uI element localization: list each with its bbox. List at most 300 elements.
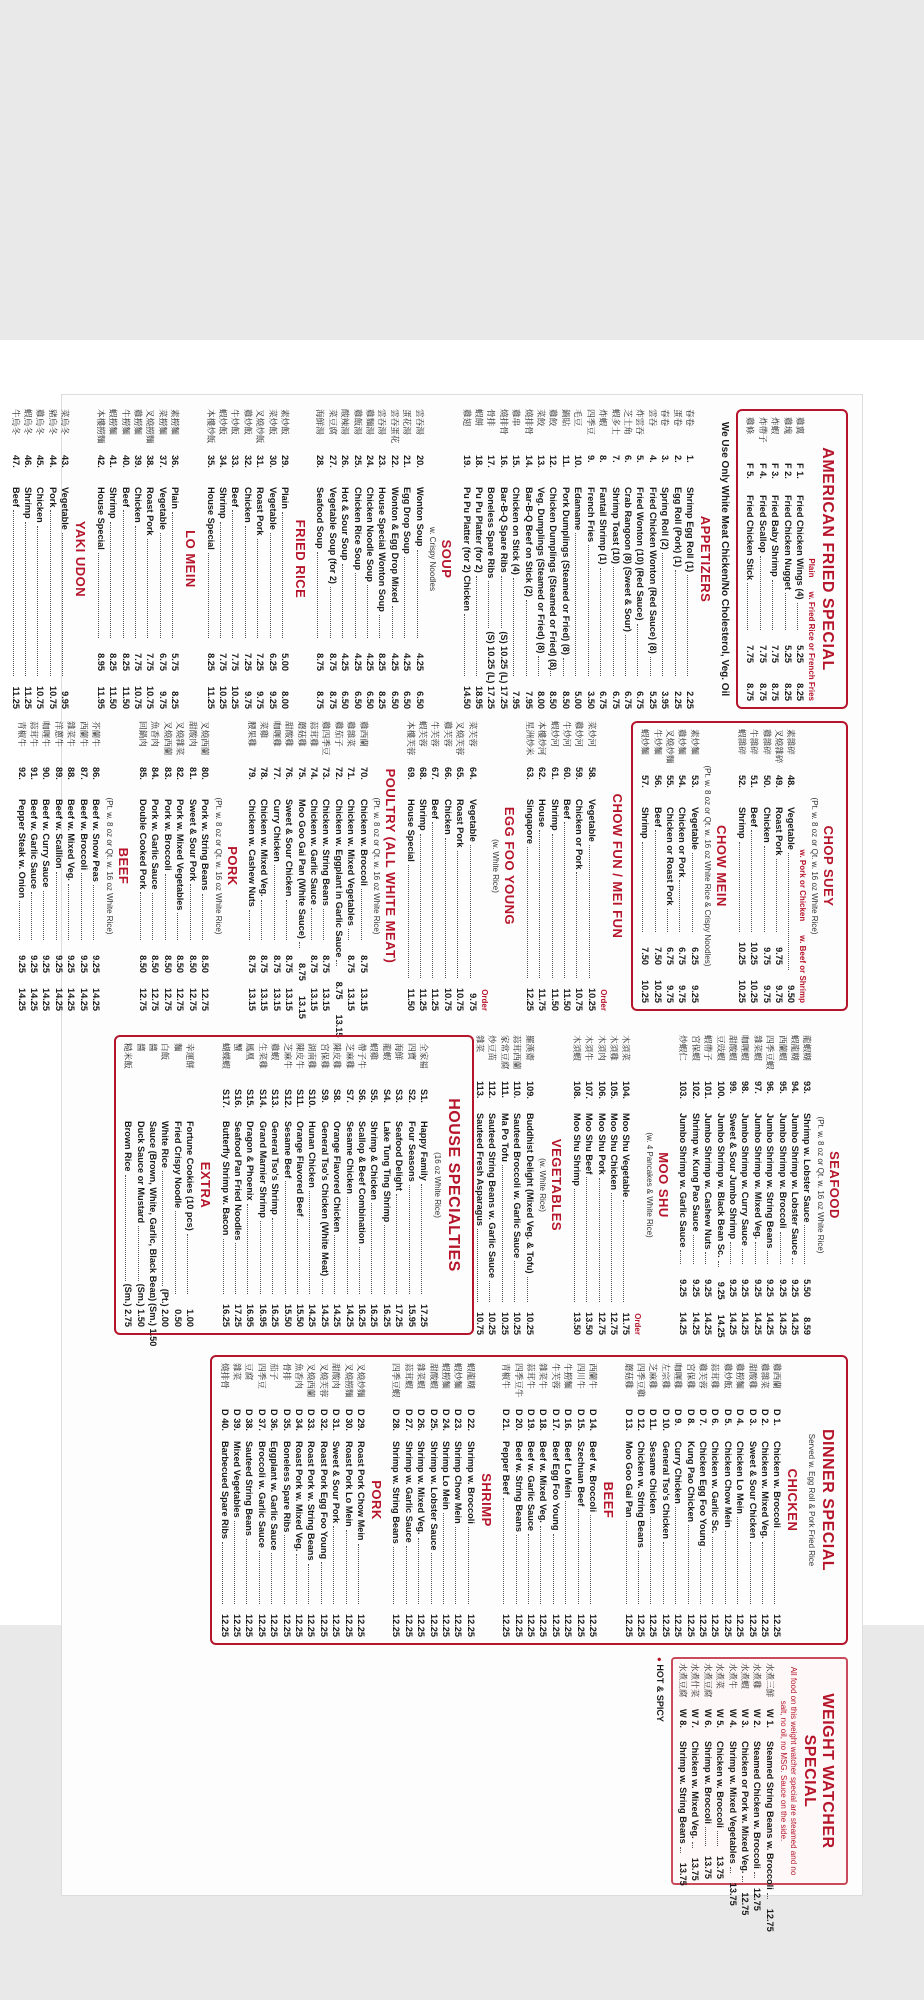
item-number: 8. (598, 455, 609, 463)
item-number: 58. (586, 767, 597, 780)
item-number: 85. (138, 767, 148, 780)
item-name: Pepper Steak w. Onion (16, 799, 27, 899)
item-number: D 29. (356, 1409, 367, 1431)
item-price: 5.00 (280, 653, 290, 671)
dot-leader (140, 892, 149, 940)
item-chinese-name: 叉燒炒飯 (255, 409, 266, 444)
menu-item (735, 729, 747, 1003)
dot-leader (687, 575, 696, 676)
menu-item (769, 417, 781, 701)
item-price: 8.75 (358, 955, 369, 973)
item-chinese-name: 炸帶子 (757, 417, 768, 443)
item-chinese-name: 雲吞 (647, 409, 658, 427)
menu-item (388, 409, 400, 709)
menu-item (573, 721, 585, 1011)
item-price: 11.25 (418, 988, 429, 1011)
dot-leader (563, 658, 572, 676)
item-number: 66. (442, 767, 453, 780)
item-number: 76. (284, 767, 295, 780)
dot-leader (177, 913, 186, 940)
item-name: Shrimp (108, 487, 119, 519)
menu-item (393, 1043, 405, 1327)
item-name: Sauce (Brown, White, Garlic, Black Bean) (147, 1121, 158, 1302)
item-name: Vegetable (586, 799, 597, 842)
dot-leader (730, 1867, 739, 1873)
item-price: 12.25 (550, 1614, 561, 1637)
menu-item (174, 721, 186, 1011)
item-chinese-name: 雞芙蓉 (442, 721, 453, 747)
item-number: 12. (548, 455, 559, 468)
item-price: 8.75 (321, 955, 332, 973)
item-number: F 4. (757, 463, 768, 479)
item-chinese-name: 左宗雞 (660, 1363, 671, 1389)
item-price: 10.25 (487, 1312, 498, 1335)
item-price-large: 12.75 (150, 988, 161, 1011)
item-name: Chicken or Pork w. Mixed Veg. (740, 1741, 750, 1874)
item-price-large: 9.75 (774, 985, 784, 1003)
item-chinese-name: 蝦炒河 (549, 721, 560, 747)
menu-item (677, 1035, 689, 1335)
menu-item (609, 409, 621, 709)
dot-leader (513, 578, 522, 676)
item-name: Happy Family (419, 1121, 430, 1181)
dot-leader (282, 512, 291, 638)
item-chinese-name: 芝士角 (622, 409, 633, 435)
item-name: Boneless Spare Ribs (486, 487, 497, 579)
item-price: 9.95 (60, 691, 71, 709)
item-price: 9.25 (28, 955, 39, 973)
menu-item (427, 1363, 439, 1637)
item-name: Shrimp (640, 807, 651, 839)
item-chinese-name: 龍蝦 (381, 1043, 392, 1061)
item-chinese-name: 雲吞湯 (377, 409, 388, 435)
item-number: 14. (523, 455, 534, 468)
item-number: 64. (467, 767, 478, 780)
item-number: D 35. (281, 1409, 292, 1431)
item-price: 7.75 (145, 653, 156, 671)
item-price: 13.50 (584, 1312, 595, 1335)
item-chinese-name: 四寶 (406, 1043, 417, 1061)
item-chinese-name: 雲吞湯 (414, 409, 425, 435)
seafood-title: SEAFOOD (827, 1151, 842, 1219)
item-name: Beef (749, 807, 760, 827)
item-name: Jumbo Shrimp w. Curry Sauce (740, 1113, 751, 1246)
item-price: 12.25 (538, 1614, 549, 1637)
item-price: 4.25 (365, 653, 376, 671)
item-chinese-name: 芝麻雞 (344, 1043, 355, 1069)
dinner-pork-list (218, 1363, 367, 1637)
item-price: 16.25 (369, 1304, 380, 1327)
item-number: 7. (610, 455, 621, 463)
item-chinese-name: 叉燒芙蓉 (455, 721, 466, 756)
item-price: 5.25 (795, 645, 805, 663)
item-number: 54. (677, 775, 688, 788)
item-price: 10.25 (499, 1312, 510, 1335)
item-name: Shrimp w. String Beans (391, 1441, 402, 1544)
item-name: Shrimp (549, 799, 560, 831)
item-name: Sauteed Fresh Asparagus (475, 1113, 486, 1227)
item-name: Boneless Spare Ribs (281, 1441, 292, 1533)
item-price: 12.25 (465, 1614, 476, 1637)
item-price: 9.25 (41, 955, 52, 973)
item-chinese-name: 燒排骨 (498, 409, 509, 435)
menu-item (535, 409, 547, 709)
item-price: 9.25 (91, 955, 101, 973)
item-chinese-name: 雜菜蝦 (416, 1363, 427, 1389)
item-price-large: 10.75 (132, 686, 143, 709)
item-chinese-name: 本樓芙蓉 (405, 721, 416, 756)
item-chinese-name: 豆豉蝦 (715, 1035, 726, 1061)
dot-leader (172, 512, 181, 638)
item-number: 19. (461, 455, 472, 468)
dot-leader (464, 614, 473, 676)
item-price: 8.25 (120, 653, 131, 671)
chow-mein-note: (Pt. w. 8 oz or Qt. w. 16 oz White Rice & Crispy Noodles) (703, 765, 713, 967)
item-price-large: 11.50 (108, 686, 119, 709)
item-number: 89. (53, 767, 64, 780)
item-name: Moo Shu Pork (596, 1113, 607, 1175)
menu-item (293, 1363, 305, 1637)
item-price: 9.25 (727, 1279, 738, 1297)
item-price-large: 13.15 (271, 988, 282, 1011)
item-chinese-name: 海鮮 (394, 1043, 405, 1061)
item-price: 12.25 (281, 1614, 292, 1637)
item-number: D 8. (685, 1409, 696, 1426)
item-name: House Special (405, 799, 416, 862)
item-price: 8.75 (296, 962, 307, 981)
dot-leader (637, 624, 646, 676)
item-name: Fried Chicken Nugget (782, 495, 793, 590)
item-chinese-name: 蝦烏冬 (23, 409, 34, 435)
menu-item (229, 409, 241, 709)
item-name: French Fries (585, 487, 596, 543)
item-number: S9. (319, 1089, 330, 1103)
chow-fun-title: CHOW FUN / MEI FUN (609, 793, 625, 939)
menu-item (523, 1035, 535, 1335)
item-price: 11.50 (561, 988, 572, 1011)
item-name: Moo Goo Gai Pan (White Sauce) (296, 799, 307, 939)
item-chinese-name: 甜酸蝦 (428, 1363, 439, 1389)
item-number: 103. (678, 1081, 689, 1099)
egg-foo-young-note: (w. White Rice) (491, 839, 501, 893)
item-price: 10.75 (455, 988, 466, 1011)
menu-item (217, 409, 229, 709)
item-chinese-name: 菜豆腐 (327, 409, 338, 435)
item-price-large: 13.15 (321, 988, 332, 1011)
item-price: 5.00 (573, 691, 584, 709)
item-chinese-name: 咖喱牛 (41, 721, 52, 747)
item-chinese-name: 雞炒麵 (677, 729, 688, 755)
item-name: General Tso's Chicken (White Meat) (319, 1121, 330, 1277)
menu-item (279, 409, 291, 709)
dinner-shrimp-title: SHRIMP (478, 1473, 494, 1527)
item-price-large: 14.25 (703, 1312, 714, 1335)
dot-leader (308, 1564, 317, 1604)
menu-item (355, 1363, 367, 1637)
dot-leader (776, 859, 785, 932)
hot-spicy-legend (655, 1657, 665, 1885)
item-price: 4.25 (352, 653, 363, 671)
menu-item (522, 409, 534, 709)
item-price-large: 12.75 (162, 988, 173, 1011)
item-name: Edamame (573, 487, 584, 531)
item-chinese-name: 菜芙蓉 (467, 721, 478, 747)
item-chinese-name: 雲吞蛋花 (389, 409, 400, 444)
item-number: D 11. (648, 1409, 659, 1431)
dot-leader (739, 842, 748, 932)
moo-shu-title: MOO SHU (655, 1152, 671, 1218)
item-name: House Special (95, 487, 106, 550)
item-price-large: 8.75 (327, 691, 338, 709)
column-2 (16, 721, 848, 1038)
dot-leader (110, 522, 119, 638)
item-name: Moo Shu Beef (584, 1113, 595, 1175)
menu-item (132, 409, 144, 709)
item-price: (Sm.) 2.75 (123, 1283, 134, 1327)
item-name: Sweet & Sour Chicken (747, 1441, 758, 1539)
dot-leader (642, 842, 651, 932)
item-chinese-name: 蝦炒麵 (453, 1363, 464, 1389)
menu-item (122, 1043, 134, 1327)
item-price: 10.25 (512, 1312, 523, 1335)
item-chinese-name: 叉燒撈麵 (343, 1363, 354, 1398)
dot-leader (408, 865, 417, 978)
item-number: D 21. (501, 1409, 512, 1431)
item-number: D 12. (635, 1409, 646, 1431)
item-name: Beef w. Broccoli (588, 1441, 599, 1513)
moo-shu-note: (w. 4 Pancakes & White Rice) (644, 1132, 654, 1238)
item-price-large: 10.25 (230, 686, 241, 709)
item-price: 12.25 (575, 1614, 586, 1637)
dot-leader (311, 908, 320, 940)
col-pork-chicken: w. Pork or Chicken (798, 849, 808, 922)
menu-item (156, 409, 168, 709)
item-chinese-name: 湖南雞 (307, 1043, 318, 1069)
item-name: Sauteed Broccoli w. Garlic Sauce (512, 1113, 523, 1259)
house-specialties-title: HOUSE SPECIALTIES (444, 1098, 462, 1272)
item-chinese-name: 本樓撈麵 (95, 409, 106, 444)
item-price: 8.75 (346, 955, 357, 973)
item-price: 3.50 (585, 691, 596, 709)
item-name: Chicken w. Mixed Vegetables (346, 799, 357, 926)
item-price: 6.75 (157, 653, 168, 671)
item-name: Beef Lo Mein (563, 1441, 574, 1499)
dot-leader (125, 1175, 134, 1281)
menu-item (727, 1035, 739, 1335)
menu-item (47, 409, 59, 709)
beef-title: BEEF (115, 847, 131, 885)
dinner-pork-title: PORK (369, 1480, 385, 1520)
item-price: 12.25 (343, 1614, 354, 1637)
item-chinese-name: 雞雜菜 (346, 721, 357, 747)
item-name: Chicken (132, 487, 143, 523)
item-name: Sesame Beef (282, 1121, 293, 1179)
item-chinese-name: 豬烏冬 (47, 409, 58, 435)
item-name: Beef (120, 487, 131, 507)
item-name: Fried Chicken Wonton (Red Sauce) (8) (647, 487, 658, 654)
item-number: D 18. (538, 1409, 549, 1431)
item-number: 87. (78, 767, 89, 780)
item-name: Shrimp w. Kung Pao Sauce (690, 1113, 701, 1232)
menu-item (801, 1035, 813, 1335)
item-name: Pork w. String Beans (200, 799, 211, 891)
menu-item (597, 409, 609, 709)
item-number: 37. (157, 455, 168, 468)
dot-leader (590, 1515, 599, 1604)
menu-item (651, 729, 663, 1003)
soup-title: SOUP (439, 539, 455, 579)
item-name: Chicken w. Eggplant in Garlic Sauce (333, 799, 344, 958)
item-price-large: 14.25 (740, 1312, 751, 1335)
item-price-large: 12.75 (187, 988, 198, 1011)
item-number: 73. (321, 767, 332, 780)
item-number: 11. (560, 455, 571, 468)
poultry-list (246, 721, 370, 1038)
menu-item (548, 721, 560, 1011)
dot-leader (468, 1527, 477, 1604)
item-number: 29. (280, 455, 290, 468)
dot-leader (792, 1258, 801, 1264)
item-price: 8.75 (333, 981, 344, 1000)
menu-item (714, 1035, 726, 1338)
item-name: Shrimp w. Lobster Sauce (802, 1113, 813, 1223)
menu-item (364, 409, 376, 709)
item-chinese-name: 陳皮牛 (295, 1043, 306, 1069)
item-name: Shrimp Lo Mein (441, 1441, 452, 1510)
item-number: 42. (95, 455, 106, 468)
menu-item (186, 721, 198, 1011)
item-price: 12.25 (760, 1614, 770, 1637)
item-number: W 1. (764, 1709, 775, 1728)
item-price: 8.50 (560, 691, 571, 709)
dot-leader (613, 567, 622, 676)
item-name: Shrimp w. Broccoli (465, 1441, 476, 1524)
menu-item (697, 1363, 709, 1637)
item-number: 83. (162, 767, 173, 780)
item-price: 9.25 (715, 1281, 726, 1300)
item-price-large: 14.25 (16, 988, 27, 1011)
item-number: 92. (16, 767, 27, 780)
dot-leader (271, 1553, 280, 1604)
menu-item (760, 729, 772, 1003)
item-name: Curry Chicken (271, 799, 282, 862)
fried-rice-list (204, 409, 291, 709)
menu-item (486, 1035, 498, 1335)
menu-item (368, 1043, 380, 1327)
item-number: 41. (108, 455, 119, 468)
item-name: Pork w. Broccoli (162, 799, 173, 871)
menu-item (184, 1043, 196, 1327)
menu-item (390, 1363, 402, 1637)
item-name: Chicken Rice Soup (352, 487, 363, 571)
dot-leader (409, 1185, 418, 1294)
item-price: 6.25 (267, 653, 278, 671)
item-price: 4.25 (340, 653, 351, 671)
beef-note: (Pt. w. 8 oz or Qt. w. 16 oz White Rice) (104, 797, 114, 935)
egg-foo-young-col (480, 721, 489, 1011)
item-name: Pork Dumplings (Steamed or Fried) (8) (560, 487, 571, 655)
item-name: Beef w. Curry Sauce (41, 799, 52, 888)
dot-leader (589, 845, 598, 978)
item-price: 12.25 (269, 1614, 280, 1637)
item-price: 9.25 (790, 1279, 800, 1298)
dot-leader (190, 884, 199, 940)
item-price: 12.25 (441, 1614, 452, 1637)
item-price: 6.75 (677, 947, 688, 965)
item-name: Chicken w. Broccoli (358, 799, 369, 886)
menu-item (405, 1043, 417, 1327)
item-price: 11.25 (430, 988, 441, 1011)
item-price: 8.75 (271, 955, 282, 973)
item-name: Ma Po Tofu (499, 1113, 510, 1162)
dot-leader (355, 573, 364, 638)
item-name: Shrimp w. Mixed Veg. (416, 1441, 427, 1535)
dot-leader (551, 660, 560, 676)
item-price: 12.25 (524, 988, 535, 1011)
menu-item (147, 1043, 159, 1347)
item-price: 12.25 (318, 1614, 329, 1637)
item-price: 12.25 (772, 1614, 783, 1637)
item-number: 34. (217, 455, 228, 468)
item-chinese-name: 牛芙蓉 (430, 721, 441, 747)
dot-leader (323, 909, 332, 940)
item-price: 2.25 (672, 691, 683, 709)
dot-leader (208, 553, 217, 638)
dot-leader (455, 1527, 464, 1604)
menu-item (404, 721, 416, 1011)
item-price: 12.25 (294, 1614, 304, 1637)
item-price-large: 10.25 (640, 980, 651, 1003)
menu-item (22, 409, 34, 709)
item-chinese-name: 水煮菜 (715, 1663, 726, 1689)
item-number: 81. (187, 767, 198, 780)
item-name: Pepper Beef (501, 1441, 512, 1495)
item-number: D 7. (697, 1409, 708, 1426)
item-name: Pu Pu Platter (for 2) Chicken (461, 487, 472, 612)
item-price-large: 12.75 (138, 988, 148, 1011)
item-chinese-name: 牛烏冬 (10, 409, 21, 435)
item-number: 30. (267, 455, 278, 468)
item-price: 12.75 (608, 1312, 619, 1335)
item-name: Roast Pork (145, 487, 156, 536)
menu-item (773, 729, 785, 1003)
menu-item (241, 409, 253, 709)
item-name: Shrimp (418, 799, 429, 831)
item-chinese-name: 青椒牛 (501, 1363, 512, 1389)
item-price-large: 13.15 (247, 988, 258, 1011)
item-chinese-name: 蒜茸雞 (710, 1363, 721, 1389)
item-chinese-name: 白飯 (160, 1043, 171, 1061)
item-price: 12.25 (356, 1614, 367, 1637)
item-number: F 1. (795, 463, 805, 479)
item-price: 6.75 (610, 691, 621, 709)
item-chinese-name: 雜菜蝦 (752, 1035, 763, 1061)
item-price: 7.75 (770, 645, 781, 663)
item-number: 78. (259, 767, 270, 780)
dot-leader (700, 1549, 709, 1604)
item-name: Roast Pork Lo Mein (343, 1441, 354, 1527)
item-price-large: 14.25 (41, 988, 52, 1011)
item-chinese-name: 蛋花湯 (402, 409, 413, 435)
item-chinese-name: 四川牛 (575, 1363, 586, 1389)
menu-item (739, 1035, 751, 1335)
item-chinese-name: 芥蘭牛 (91, 721, 101, 747)
item-price: 4.25 (402, 653, 413, 671)
dot-leader (38, 526, 47, 676)
menu-item (664, 729, 676, 1003)
menu-item (15, 721, 27, 1011)
item-number: D 4. (735, 1409, 746, 1426)
